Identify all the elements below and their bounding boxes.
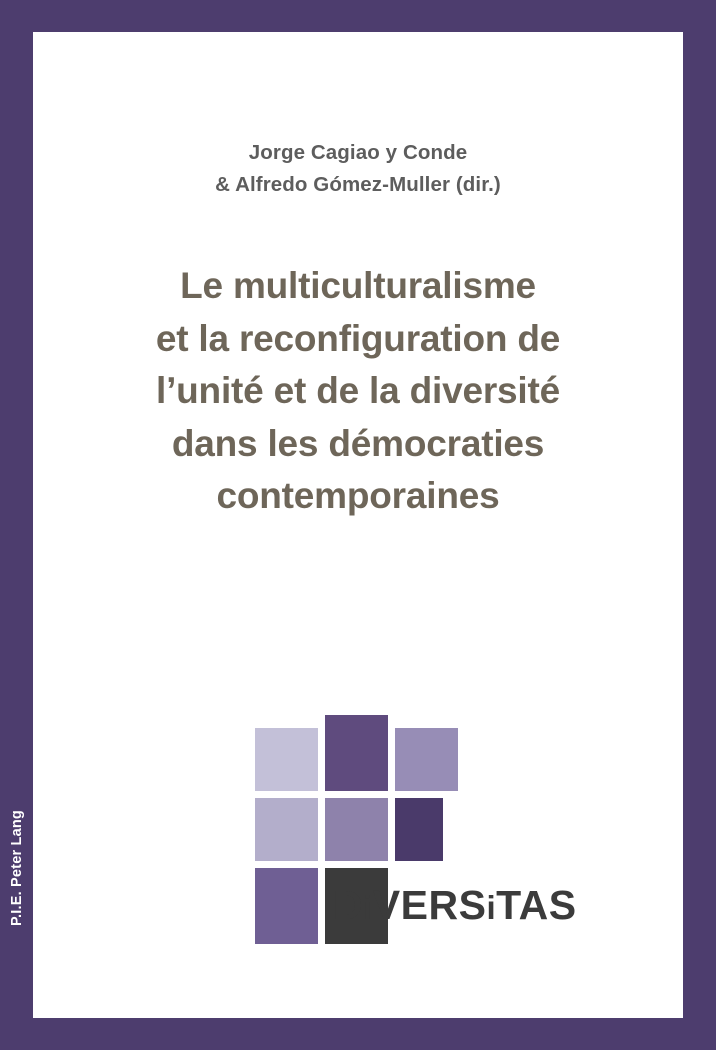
square-dark-top-mid (325, 715, 388, 791)
series-logo (33, 692, 683, 952)
square-light-mid-left (255, 798, 318, 861)
cover-page (33, 32, 683, 1018)
title-line-2: et la reconfiguration de (155, 317, 561, 359)
title-line-3: l’unité et de la diversité (156, 370, 560, 412)
square-mid-center (325, 798, 388, 861)
series-name-tas: TAS (496, 882, 577, 928)
title-line-5: contemporaines (216, 475, 500, 517)
series-name-i2: i (486, 889, 497, 926)
spine-strip (0, 790, 33, 990)
series-name (333, 882, 577, 928)
square-light-top-left (255, 728, 318, 791)
series-name-d: D (333, 882, 364, 928)
square-violet-bottom-left (255, 868, 318, 944)
square-dark-mid-right (395, 798, 443, 861)
author-line-1: Jorge Cagiao y Conde (248, 141, 468, 164)
authors-block (33, 137, 683, 201)
publisher-imprint-label: P.I.E. Peter Lang (8, 810, 25, 926)
series-name-i: i (363, 889, 373, 926)
author-line-2: & Alfredo Gómez-Muller (dir.) (215, 172, 501, 196)
book-title (73, 260, 643, 523)
series-name-vers: VERS (372, 882, 487, 928)
title-line-1: Le multiculturalisme (180, 265, 536, 306)
title-line-4: dans les démocraties (171, 422, 545, 464)
square-mid-top-right (395, 728, 458, 791)
